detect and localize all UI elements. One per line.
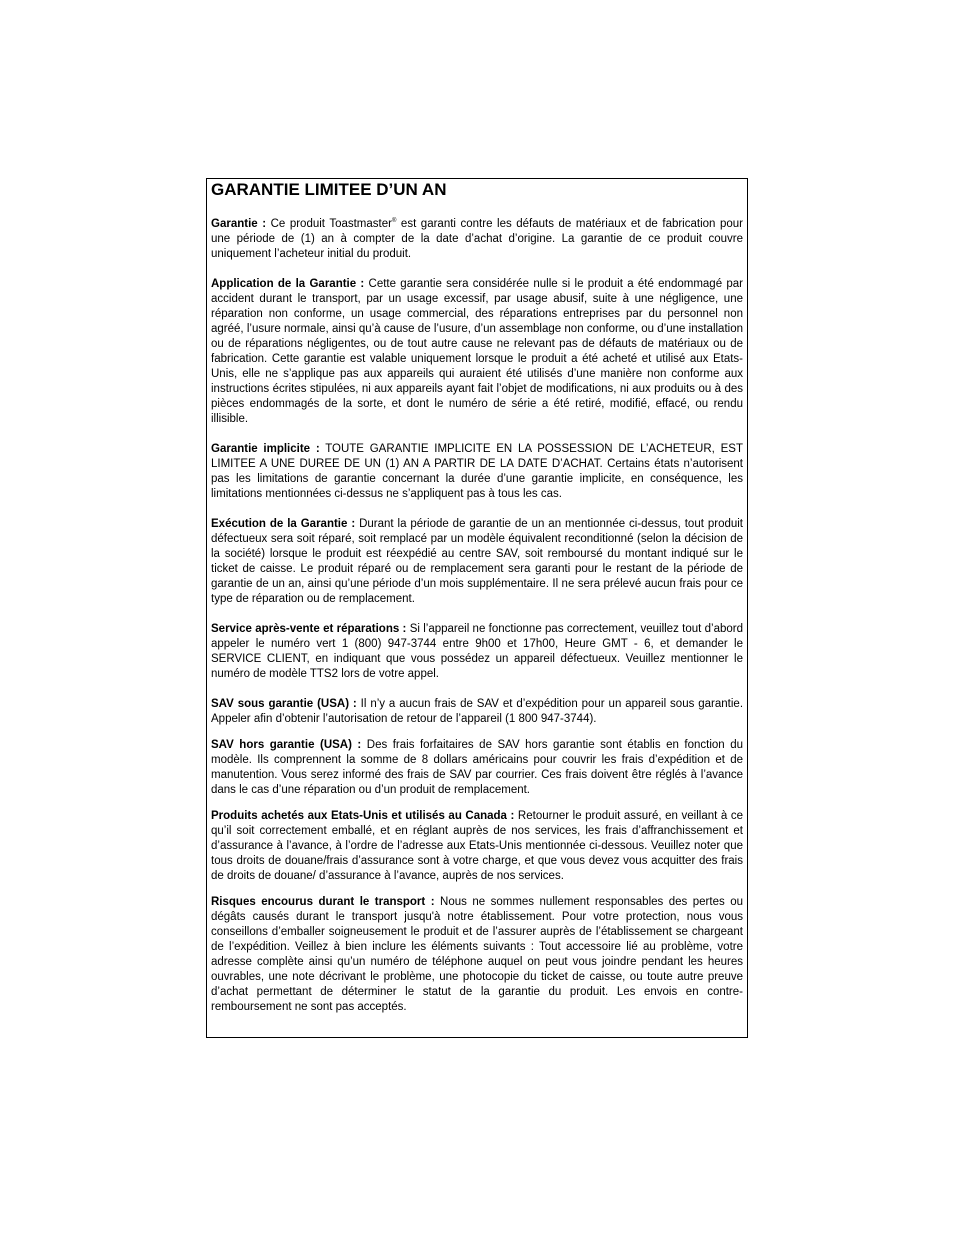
section-canada (211, 809, 743, 884)
section-execution (211, 517, 743, 607)
section-label: Produits achetés aux Etats-Unis et utilisés au Canada : (211, 810, 515, 822)
section-application (211, 277, 743, 427)
warranty-box (206, 178, 748, 1038)
section-text: est garanti contre les défauts de matériaux et de fabrication pour une période de (1) an à compter de la date d’achat d’origine. La garantie de ce produit couvre uniquement l’acheteur initial du produit. (211, 218, 743, 260)
section-sav-hors-garantie (211, 738, 743, 798)
section-text: Nous ne sommes nullement responsables des pertes ou dégâts causés durant le transport jusqu'à notre établissement. Pour votre protection, nous vous conseillons d’emballer soigneusement le produit et de l’assurer auprès de l’établissement se chargeant de l’expédition. Veillez à bien inclure les éléments suivants : Tout accessoire lié au problème, votre adresse complète ainsi qu’un numéro de téléphone auquel on peut vous joindre pendant les heures ouvrables, une note décrivant le problème, une photocopie du ticket de caisse, ou toute autre preuve d’achat permettant de déterminer le statut de la garantie du produit. Les envois en contre-remboursement ne sont pas acceptés. (211, 896, 743, 1013)
section-label: SAV hors garantie (USA) : (211, 739, 362, 751)
section-text: Des frais forfaitaires de SAV hors garantie sont établis en fonction du modèle. Ils comprennent la somme de 8 dollars américains pour couvrir les frais d’expédition et de manutention. Vous serez informé des frais de SAV par courrier. Ces frais doivent être réglés à l’avance dans le cas d’une réparation ou d’un produit de remplacement. (211, 739, 743, 796)
section-sav-sous-garantie (211, 697, 743, 727)
section-label: Application de la Garantie : (211, 278, 365, 290)
section-label: Service après-vente et réparations : (211, 623, 407, 635)
section-text: TOUTE GARANTIE IMPLICITE EN LA POSSESSION DE L’ACHETEUR, EST LIMITEE A UNE DUREE DE UN (1) AN A PARTIR DE LA DATE D’ACHAT. Certains états n’autorisent pas les limitations de garantie concernant la durée d’une garantie implicite, en conséquence, les limitations mentionnées ci-dessus ne s’appliquent pas à tous les cas. (211, 443, 743, 500)
section-text: Si l’appareil ne fonctionne pas correctement, veuillez tout d’abord appeler le numéro vert 1 (800) 947-3744 entre 9h00 et 17h00, Heure GMT - 6, et demander le SERVICE CLIENT, en indiquant que vous possédez un appareil défectueux. Veuillez mentionner le numéro de modèle TTS2 lors de votre appel. (211, 623, 743, 680)
section-text: Cette garantie sera considérée nulle si le produit a été endommagé par accident durant le transport, par un usage excessif, par usage abusif, suite à une négligence, une réparation non conforme, un usage commercial, des réparations entreprises par du personnel non agréé, l’usure normale, ainsi qu’à cause de l’usure, d’un assemblage non conforme, ou d’une installation ou de réparations négligentes, ou de tout autre cause ne relevant pas de défauts de matériaux ou de fabrication. Cette garantie est valable uniquement lorsque le produit a été acheté et utilisé aux Etats-Unis, elle ne s’applique pas aux appareils qui auraient été utilisés d’une manière non conforme aux instructions écrites stipulées, ni aux appareils ayant fait l’objet de modifications, ni aux produits ou à des pièces endommagés de la sorte, et dont le numéro de série a été retiré, modifié, effacé, ou rendu illisible. (211, 278, 743, 425)
section-label: Exécution de la Garantie : (211, 518, 356, 530)
section-text: Ce produit Toastmaster (266, 218, 392, 230)
section-text: Retourner le produit assuré, en veillant à ce qu’il soit correctement emballé, et en réglant auprès de nos services, les frais d’affranchissement et d’assurance à l’avance, à l’ordre de l’adresse aux Etats-Unis mentionnée ci-dessous. Veuillez noter que tous droits de douane/frais d’assurance sont à votre charge, et que vous devez vous acquitter des frais de droits de douane/ d’assurance à l’avance, auprès de nos services. (211, 810, 743, 882)
page-title: GARANTIE LIMITEE D’UN AN (211, 180, 447, 199)
registered-mark: ® (391, 218, 397, 225)
section-garantie (211, 217, 743, 262)
section-garantie-implicite (211, 442, 743, 502)
section-label: SAV sous garantie (USA) : (211, 698, 357, 710)
section-text: Durant la période de garantie de un an mentionnée ci-dessus, tout produit défectueux sera soit réparé, soit remplacé par un modèle équivalent reconditionné (selon la décision de la société) lorsque le produit est réexpédié au centre SAV, soit remboursé du montant indiqué sur le ticket de caisse. Le produit réparé ou de remplacement sera garanti pour le restant de la période de garantie de un an, ainsi qu’une période d’un mois supplémentaire. Il ne sera prélevé aucun frais pour ce type de réparation ou de remplacement. (211, 518, 744, 605)
section-label: Garantie implicite : (211, 443, 320, 455)
section-label: Risques encourus durant le transport : (211, 896, 435, 908)
section-label: Garantie : (211, 218, 267, 230)
section-service (211, 622, 743, 682)
section-risques-transport (211, 895, 743, 1015)
section-text: Il n’y a aucun frais de SAV et d’expédition pour un appareil sous garantie. Appeler afin d’obtenir l’autorisation de retour de l’appareil (1 800 947-3744). (211, 698, 744, 725)
